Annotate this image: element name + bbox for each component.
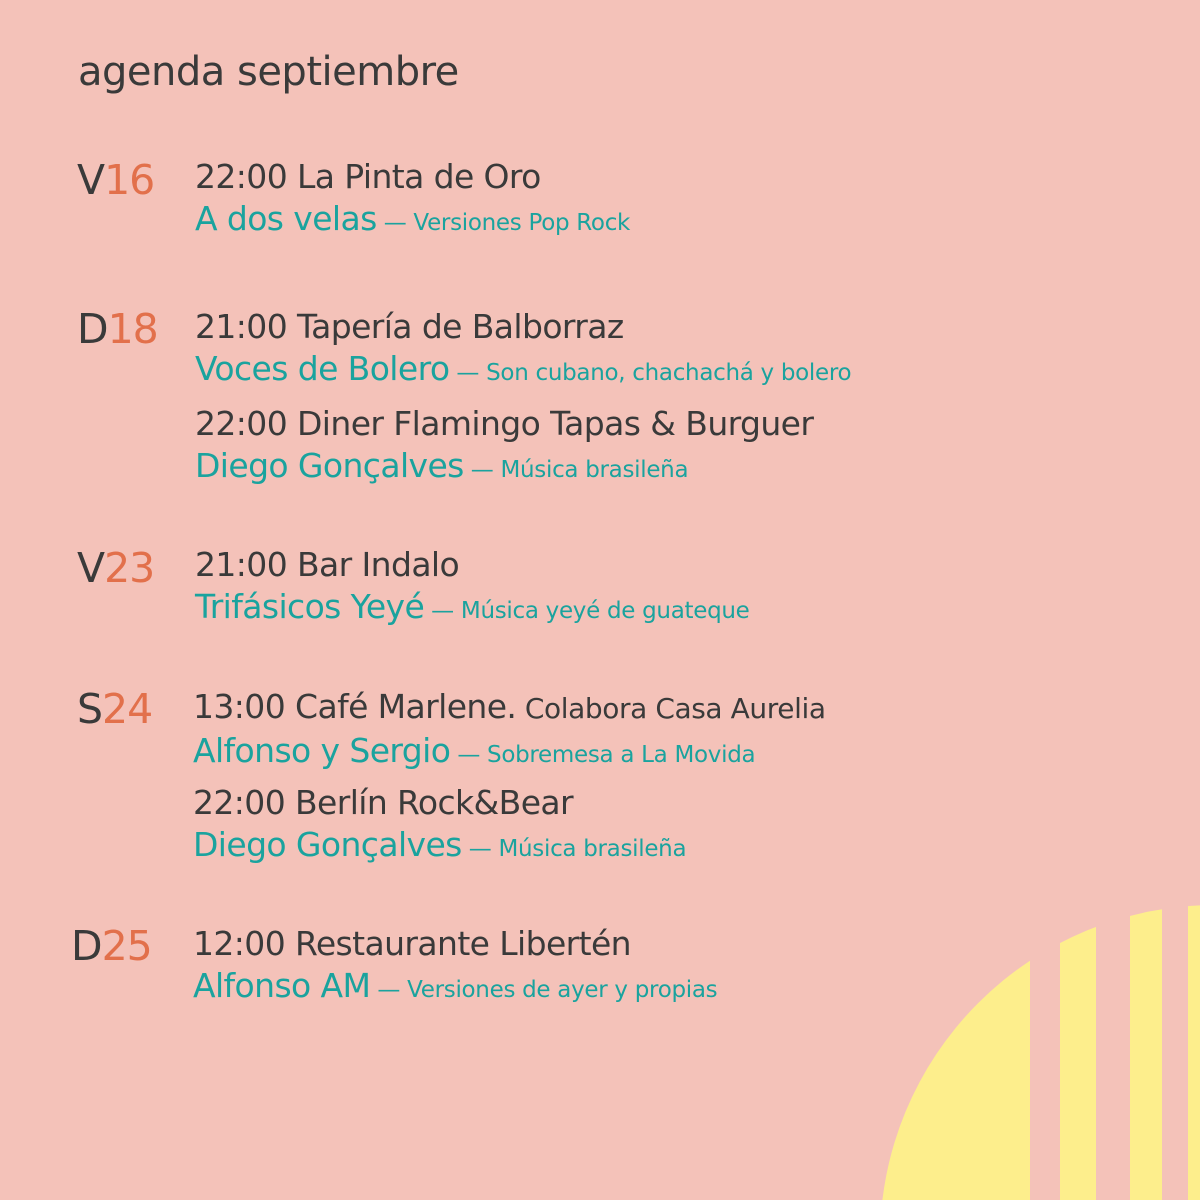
day-label xyxy=(77,156,154,204)
day-number: 18 xyxy=(107,305,158,353)
event-venue-line xyxy=(195,306,851,348)
day-label xyxy=(77,544,154,592)
event-entry xyxy=(195,156,630,244)
event-artist-line xyxy=(193,824,686,870)
event-time: 21:00 xyxy=(195,307,288,346)
event-artist-line xyxy=(195,586,750,632)
event-entry xyxy=(195,403,813,491)
event-time: 22:00 xyxy=(195,404,288,443)
event-artist: Diego Gonçalves xyxy=(195,446,464,485)
event-venue: Restaurante Libertén xyxy=(295,924,631,963)
event-time: 22:00 xyxy=(193,783,286,822)
day-letter: V xyxy=(77,156,105,204)
event-artist: Diego Gonçalves xyxy=(193,825,462,864)
day-label xyxy=(77,305,158,353)
event-entry xyxy=(195,306,851,394)
event-time: 13:00 xyxy=(193,687,286,726)
event-genre: — Versiones Pop Rock xyxy=(376,210,631,236)
event-venue-line xyxy=(193,782,686,824)
event-entry xyxy=(193,782,686,870)
event-genre: — Música brasileña xyxy=(463,457,689,483)
event-venue-line xyxy=(195,403,813,445)
day-letter: D xyxy=(71,922,102,970)
event-genre: — Sobremesa a La Movida xyxy=(450,742,756,768)
day-number: 16 xyxy=(104,156,155,204)
day-number: 24 xyxy=(102,685,153,733)
event-genre: — Música yeyé de guateque xyxy=(424,598,750,624)
event-venue-line xyxy=(195,156,630,198)
event-time: 21:00 xyxy=(195,545,288,584)
event-artist: Trifásicos Yeyé xyxy=(195,587,425,626)
event-venue: Bar Indalo xyxy=(297,545,460,584)
day-number: 23 xyxy=(104,544,155,592)
event-artist: Voces de Bolero xyxy=(195,349,450,388)
event-venue: Diner Flamingo Tapas & Burguer xyxy=(297,404,814,443)
event-venue: Tapería de Balborraz xyxy=(297,307,624,346)
event-time: 12:00 xyxy=(193,924,286,963)
event-genre: — Son cubano, chachachá y bolero xyxy=(449,360,852,386)
day-letter: S xyxy=(77,685,103,733)
event-artist-line xyxy=(195,198,630,244)
event-artist-line xyxy=(193,965,717,1011)
event-venue-note: Colabora Casa Aurelia xyxy=(516,692,826,725)
event-artist: Alfonso y Sergio xyxy=(193,731,451,770)
event-genre: — Versiones de ayer y propias xyxy=(370,977,718,1003)
event-genre: — Música brasileña xyxy=(461,836,687,862)
day-letter: D xyxy=(77,305,108,353)
event-entry xyxy=(195,544,750,632)
day-number: 25 xyxy=(101,922,152,970)
day-letter: V xyxy=(77,544,105,592)
day-label xyxy=(71,922,152,970)
page-title: agenda septiembre xyxy=(78,49,459,95)
event-venue: Berlín Rock&Bear xyxy=(295,783,574,822)
day-label xyxy=(77,685,152,733)
event-entry xyxy=(193,686,826,776)
event-artist: A dos velas xyxy=(195,199,377,238)
event-venue-line xyxy=(195,544,750,586)
event-venue: La Pinta de Oro xyxy=(297,157,541,196)
event-venue: Café Marlene. xyxy=(295,687,517,726)
event-entry xyxy=(193,923,717,1011)
event-artist: Alfonso AM xyxy=(193,966,371,1005)
event-artist-line xyxy=(193,730,826,776)
event-venue-line xyxy=(193,923,717,965)
event-artist-line xyxy=(195,445,813,491)
event-time: 22:00 xyxy=(195,157,288,196)
event-artist-line xyxy=(195,348,851,394)
event-venue-line xyxy=(193,686,826,730)
